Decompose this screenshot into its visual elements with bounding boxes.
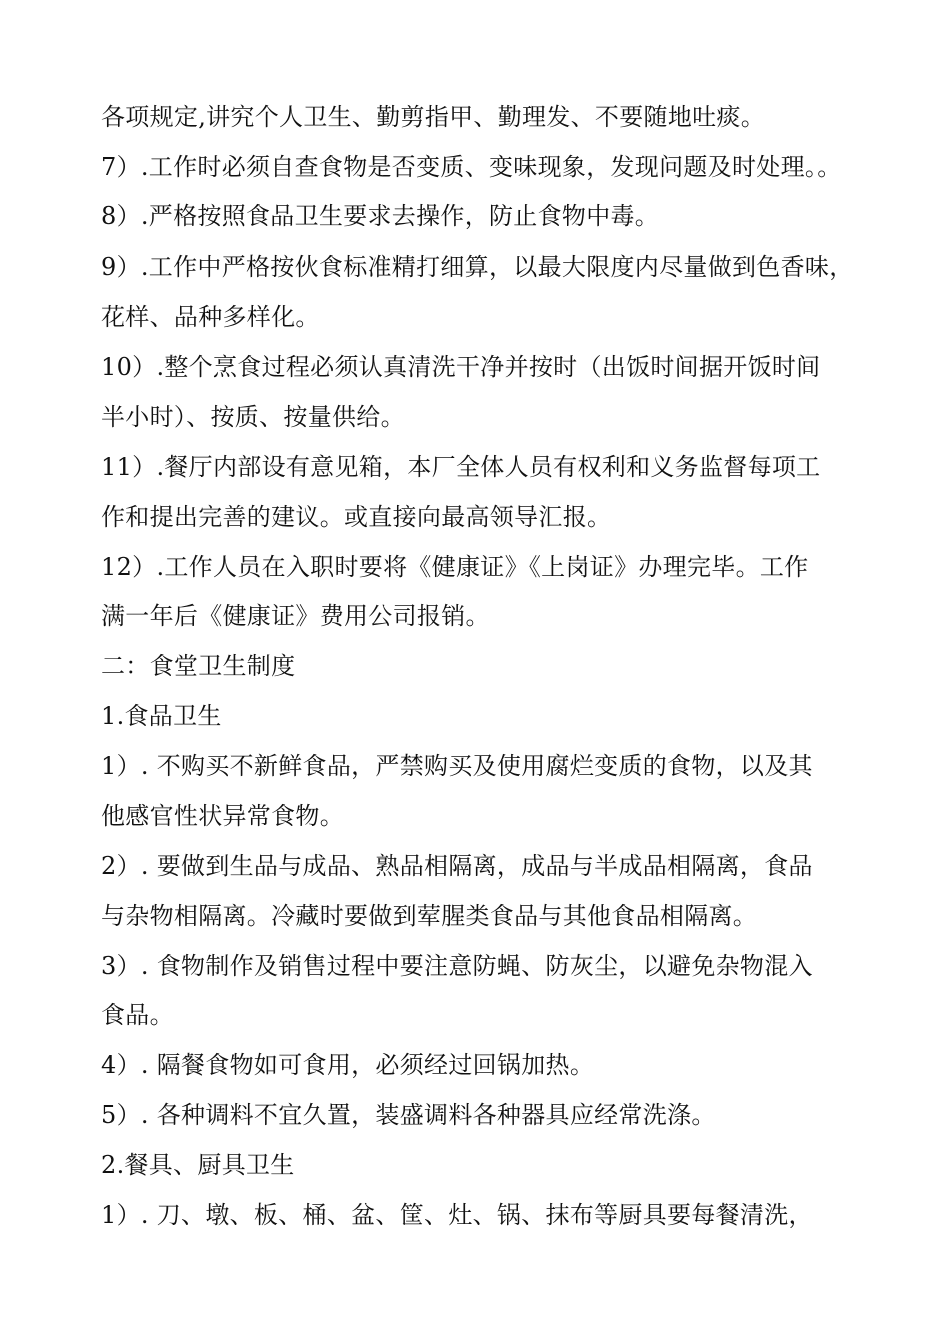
text-line: 他感官性状异常食物。	[101, 802, 344, 830]
subsection-heading: 2.餐具、厨具卫生	[101, 1151, 295, 1179]
text-line: 5）. 各种调料不宜久置，装盛调料各种器具应经常洗涤。	[101, 1101, 716, 1129]
text-line: 10）.整个烹食过程必须认真清洗干净并按时（出饭时间据开饭时间	[101, 353, 821, 381]
text-line: 1）. 不购买不新鲜食品，严禁购买及使用腐烂变质的食物，以及其	[101, 752, 813, 780]
section-heading: 二：食堂卫生制度	[101, 652, 296, 680]
text-line: 3）. 食物制作及销售过程中要注意防蝇、防灰尘，以避免杂物混入	[101, 952, 813, 980]
text-line: 与杂物相隔离。冷藏时要做到荤腥类食品与其他食品相隔离。	[101, 902, 758, 930]
text-line: 1）. 刀、墩、板、桶、盆、筐、灶、锅、抹布等厨具要每餐清洗，	[101, 1201, 813, 1229]
text-line: 4）. 隔餐食物如可食用，必须经过回锅加热。	[101, 1051, 595, 1079]
text-line: 满一年后《健康证》费用公司报销。	[101, 602, 490, 630]
text-line: 8）.严格按照食品卫生要求去操作，防止食物中毒。	[101, 202, 660, 230]
text-line: 半小时）、按质、按量供给。	[101, 403, 405, 431]
text-line: 7）.工作时必须自查食物是否变质、变味现象，发现问题及时处理。。	[101, 153, 842, 181]
text-line: 12）.工作人员在入职时要将《健康证》《上岗证》办理完毕。工作	[101, 553, 809, 581]
text-line: 9）.工作中严格按伙食标准精打细算，以最大限度内尽量做到色香味，	[101, 253, 854, 281]
text-line: 食品。	[101, 1001, 174, 1029]
text-line: 花样、品种多样化。	[101, 303, 320, 331]
text-line: 2）. 要做到生品与成品、熟品相隔离，成品与半成品相隔离，食品	[101, 852, 813, 880]
text-line: 11）.餐厅内部设有意见箱，本厂全体人员有权利和义务监督每项工	[101, 453, 821, 481]
text-line: 各项规定,讲究个人卫生、勤剪指甲、勤理发、不要随地吐痰。	[101, 103, 766, 131]
text-line: 作和提出完善的建议。或直接向最高领导汇报。	[101, 503, 612, 531]
subsection-heading: 1.食品卫生	[101, 702, 222, 730]
